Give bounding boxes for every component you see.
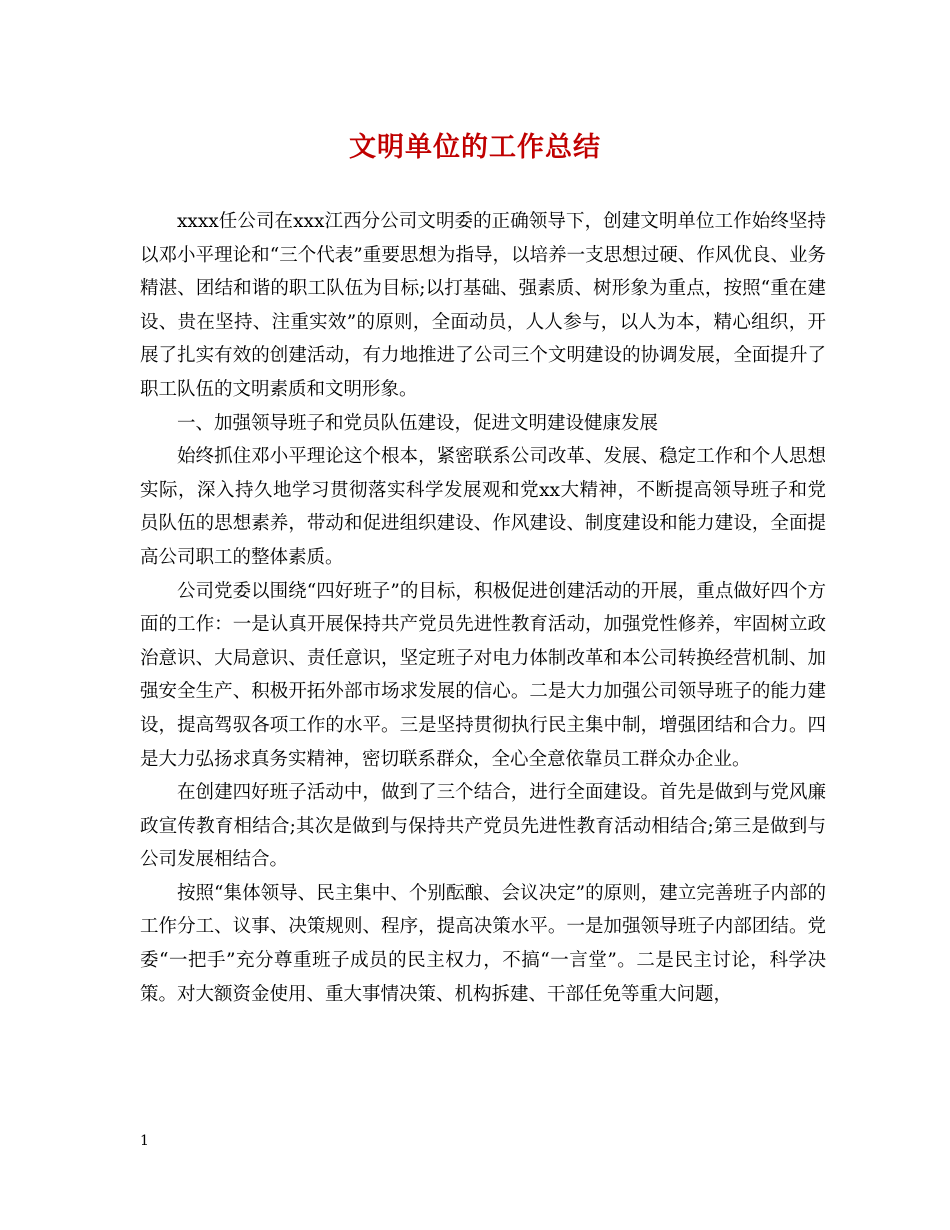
paragraph-three-combinations: 在创建四好班子活动中，做到了三个结合，进行全面建设。首先是做到与党风廉政宣传教育相结合;其次是做到与保持共产党员先进性教育活动相结合;第三是做到与公司发展相结合。 bbox=[140, 782, 826, 871]
page-number: 1 bbox=[140, 1133, 149, 1149]
section-heading-1: 一、加强领导班子和党员队伍建设，促进文明建设健康发展 bbox=[177, 412, 659, 434]
paragraph-democratic-centralism: 按照“集体领导、民主集中、个别酝酿、会议决定”的原则，建立完善班子内部的工作分工、议事、决策规则、程序，提高决策水平。一是加强领导班子内部团结。党委“一把手”充分尊重班子成员的民主权力，不搞“一言堂”。二是民主讨论，科学决策。对大额资金使用、重大事情决策、机构拆建、干部任免等重大问题， bbox=[140, 882, 826, 1005]
document-body bbox=[140, 205, 826, 1011]
paragraph-study: 始终抓住邓小平理论这个根本，紧密联系公司改革、发展、稳定工作和个人思想实际，深入持久地学习贯彻落实科学发展观和党xx大精神，不断提高领导班子和党员队伍的思想素养，带动和促进组织建设、作风建设、制度建设和能力建设，全面提高公司职工的整体素质。 bbox=[140, 446, 826, 568]
paragraph-four-good-team: 公司党委以围绕“四好班子”的目标，积极促进创建活动的开展，重点做好四个方面的工作：一是认真开展保持共产党员先进性教育活动，加强党性修养，牢固树立政治意识、大局意识、责任意识，坚定班子对电力体制改革和本公司转换经营机制、加强安全生产、积极开拓外部市场求发展的信心。二是大力加强公司领导班子的能力建设，提高驾驭各项工作的水平。三是坚持贯彻执行民主集中制，增强团结和合力。四是大力弘扬求真务实精神，密切联系群众，全心全意依靠员工群众办企业。 bbox=[140, 580, 826, 770]
paragraph-intro: xxxx任公司在xxx江西分公司文明委的正确领导下，创建文明单位工作始终坚持以邓小平理论和“三个代表”重要思想为指导，以培养一支思想过硬、作风优良、业务精湛、团结和谐的职工队伍为目标;以打基础、强素质、树形象为重点，按照“重在建设、贵在坚持、注重实效”的原则，全面动员，人人参与，以人为本，精心组织，开展了扎实有效的创建活动，有力地推进了公司三个文明建设的协调发展，全面提升了职工队伍的文明素质和文明形象。 bbox=[140, 211, 826, 400]
document-title: 文明单位的工作总结 bbox=[349, 132, 601, 163]
